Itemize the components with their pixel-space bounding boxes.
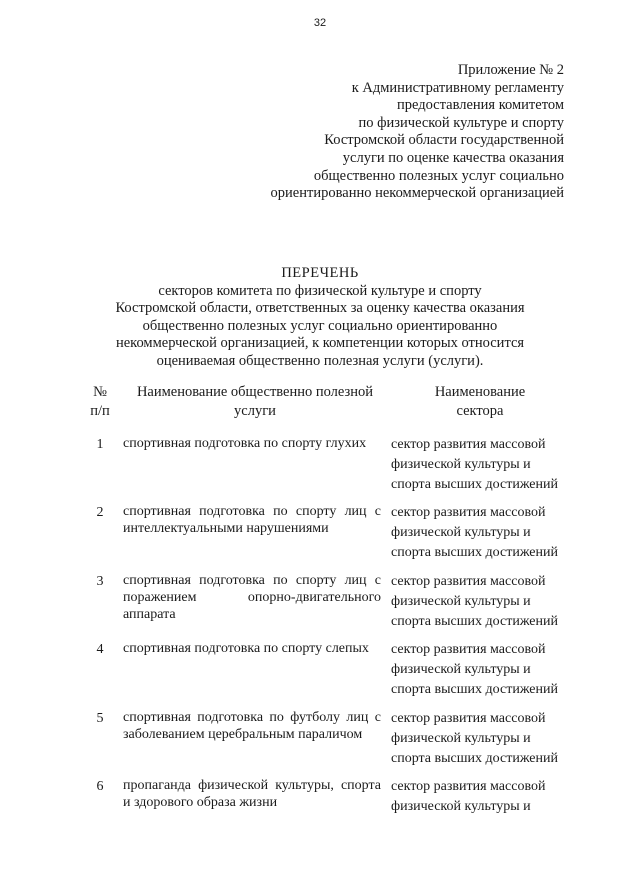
row-number: 3 — [96, 574, 104, 589]
sector-line: спорта высших достижений — [391, 613, 559, 629]
row-number: 1 — [96, 437, 104, 452]
service-name: спортивная подготовка по спорту лиц с интеллектуальными нарушениями — [123, 504, 381, 536]
sector-name — [391, 572, 573, 631]
row-number: 2 — [96, 505, 104, 520]
sector-name — [391, 709, 573, 768]
sector-name — [391, 640, 573, 699]
header-service-name — [122, 383, 388, 421]
row-number: 5 — [96, 711, 104, 726]
service-name: спортивная подготовка по спорту слепых — [123, 641, 369, 656]
sector-line: физической культуры и — [391, 524, 531, 540]
sector-line: спорта высших достижений — [391, 476, 559, 492]
heading-line: секторов комитета по физической культуре и спорту — [158, 282, 482, 299]
page-number: 32 — [313, 17, 327, 29]
heading-line: оцениваемая общественно полезная услуги (услуги). — [156, 352, 484, 369]
sector-line: физической культуры и — [391, 661, 531, 677]
header-sector-line: сектора — [456, 403, 504, 419]
sector-line: сектор развития массовой — [391, 437, 546, 452]
appendix-line: по физической культуре и спорту — [358, 114, 564, 131]
sector-line: физической культуры и — [391, 798, 531, 814]
row-number: 4 — [96, 642, 104, 657]
sector-line: сектор развития массовой — [391, 711, 546, 726]
sector-name — [391, 503, 573, 562]
header-number-line: п/п — [90, 403, 110, 419]
sector-line: физической культуры и — [391, 730, 531, 746]
appendix-block — [271, 62, 564, 203]
sector-line: физической культуры и — [391, 456, 531, 472]
sector-line: сектор развития массовой — [391, 642, 546, 657]
appendix-line: услуги по оценке качества оказания — [342, 149, 564, 166]
header-service-line: услуги — [234, 403, 276, 419]
sector-line: сектор развития массовой — [391, 574, 546, 589]
sector-name — [391, 435, 573, 494]
sector-line: спорта высших достижений — [391, 750, 559, 766]
appendix-line: общественно полезных услуг социально — [313, 167, 564, 184]
document-title: ПЕРЕЧЕНЬ — [281, 265, 359, 281]
header-service-line: Наименование общественно полезной — [136, 384, 374, 400]
heading-line: общественно полезных услуг социально ориентированно — [142, 317, 498, 334]
appendix-line: к Административному регламенту — [351, 79, 564, 96]
row-number: 6 — [96, 779, 104, 794]
header-sector-name — [390, 383, 570, 421]
appendix-line: Костромской области государственной — [324, 132, 564, 149]
sector-name — [391, 777, 573, 817]
heading-line: некоммерческой организацией, к компетенции которых относится — [115, 335, 525, 352]
service-name: спортивная подготовка по футболу лиц с заболеванием церебральным параличом — [123, 710, 381, 742]
header-number — [86, 383, 114, 421]
service-name: спортивная подготовка по спорту лиц с поражением опорно-двигательного аппарата — [123, 573, 381, 622]
service-name: пропаганда физической культуры, спорта и здорового образа жизни — [123, 778, 381, 810]
appendix-line: предоставления комитетом — [396, 97, 564, 114]
service-name: спортивная подготовка по спорту глухих — [123, 436, 367, 451]
document-heading — [0, 265, 640, 371]
sector-line: сектор развития массовой — [391, 505, 546, 520]
sector-line: спорта высших достижений — [391, 544, 559, 560]
header-sector-line: Наименование — [434, 384, 526, 400]
sector-line: сектор развития массовой — [391, 779, 546, 794]
appendix-line: ориентированно некоммерческой организацией — [270, 185, 564, 202]
appendix-line: Приложение № 2 — [457, 62, 564, 78]
sector-line: спорта высших достижений — [391, 681, 559, 697]
sector-line: физической культуры и — [391, 593, 531, 609]
heading-line: Костромской области, ответственных за оценку качества оказания — [115, 300, 525, 317]
header-number-line: № — [93, 384, 107, 400]
